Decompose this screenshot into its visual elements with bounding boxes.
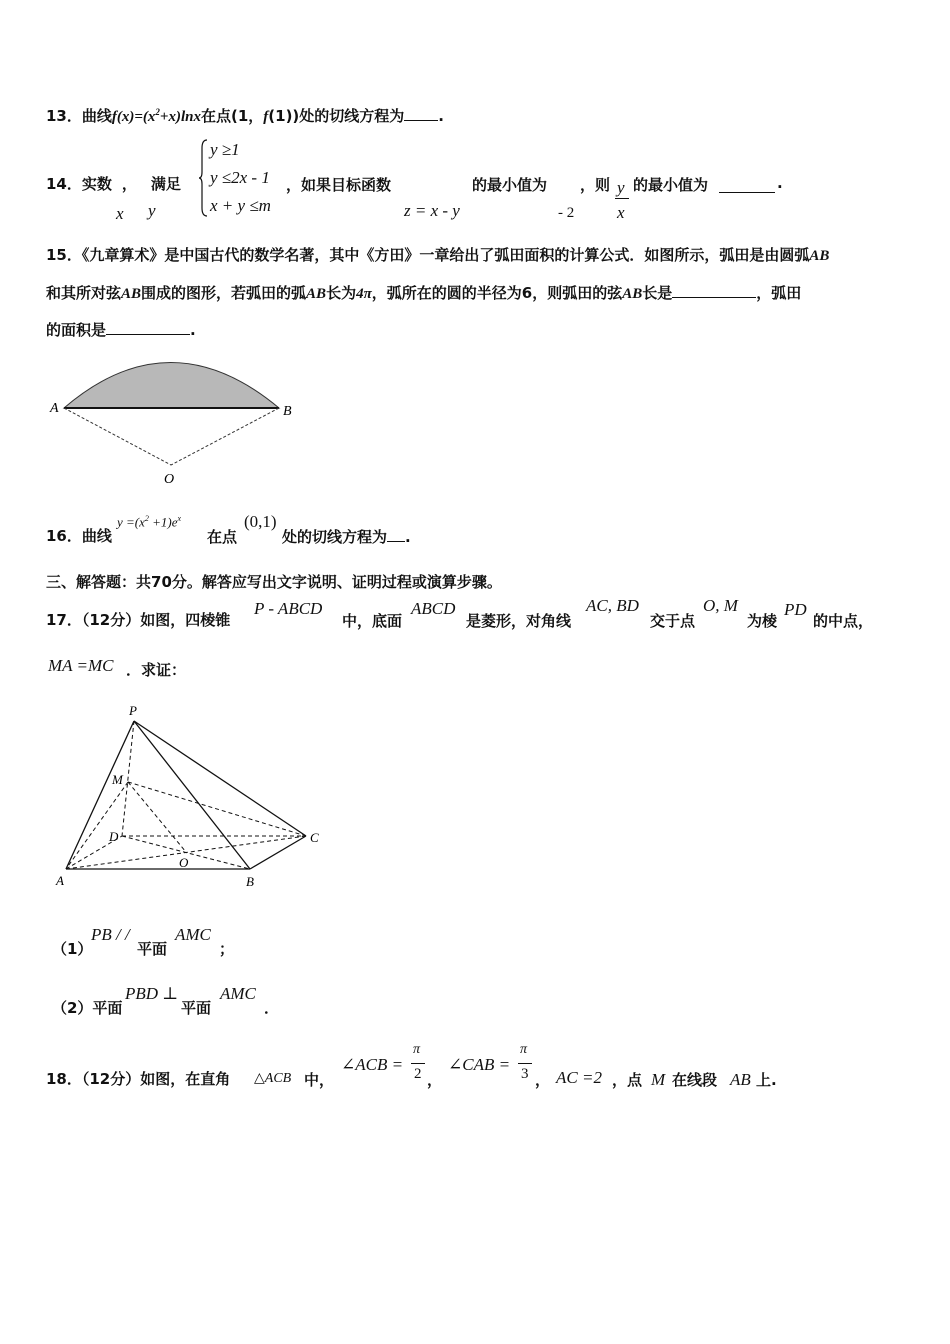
q18-t2: 中，: [304, 1071, 335, 1089]
q13-mid: 在点(1，: [200, 107, 264, 125]
q17-part1-label: （1）: [52, 940, 93, 958]
q18-pi2: π: [520, 1042, 528, 1057]
q16-end: .: [405, 528, 411, 546]
q15-chord-blank[interactable]: [672, 283, 756, 298]
q18-m: M: [651, 1070, 666, 1089]
q14-t3: ，如果目标函数: [286, 176, 392, 194]
q15-line3-text: 的面积是: [46, 321, 107, 339]
fig-label-o: O: [179, 855, 189, 870]
q14-cond2: y ≤2x - 1: [210, 168, 270, 187]
fig-label-d: D: [109, 829, 119, 844]
q13-post: (1))处的切线方程为: [268, 107, 405, 125]
q17-pyramid: P - ABCD: [254, 599, 323, 618]
q15-radius-ob: [171, 408, 279, 465]
q17-part2-end: ．: [264, 999, 280, 1017]
q17-part2-b: AMC: [220, 984, 256, 1003]
q15-line1: [46, 245, 829, 266]
q13-pre: 曲线: [81, 107, 112, 125]
q15-line2b: 围成的图形，若弧田的弧: [141, 284, 307, 302]
q18-angle2: ∠CAB =: [448, 1055, 511, 1074]
q13-fx2: +x)lnx: [159, 109, 201, 125]
q14-number: 14．: [46, 175, 82, 193]
fig-label-a: A: [56, 873, 64, 888]
q14-comma1: ，: [121, 175, 137, 193]
q16-point: (0,1): [244, 512, 277, 531]
q15-ab4: AB: [622, 286, 643, 302]
q17-t4: 为棱: [747, 612, 778, 630]
q18-t4: 在线段: [672, 1071, 718, 1089]
seg-mo: [128, 782, 186, 852]
q18-t3: ，点: [612, 1071, 643, 1089]
q14-t5: 的最小值为: [633, 176, 709, 194]
seg-ma: [66, 782, 128, 869]
q16-number: 16．: [46, 527, 82, 545]
q15-line2: [46, 283, 801, 304]
q17-t5: 的中点，: [813, 612, 874, 630]
q15-line1-text: 15．《九章算术》是中国古代的数学名著，其中《方田》一章给出了弧田面积的计算公式．如图所示，弧田是由圆弧: [46, 246, 810, 264]
q17-number: 17．: [46, 611, 82, 629]
q17-base: ABCD: [411, 599, 456, 618]
q17-part2-plane: 平面: [181, 999, 212, 1017]
q17-part2-label: （2）平面: [52, 999, 123, 1017]
q14-answer-blank[interactable]: [719, 178, 775, 193]
q16-formula: [117, 514, 181, 530]
q14-cond3: x + y ≤m: [210, 196, 271, 215]
q16-formula-a: y =(x: [117, 514, 145, 530]
q15-label-o: O: [164, 472, 175, 487]
q15-area-blank[interactable]: [106, 320, 190, 335]
q15-arc-segment: [64, 363, 279, 409]
fig-label-p: P: [129, 703, 137, 718]
q16-mid: 在点: [207, 528, 238, 546]
q18-frac2-bar: [518, 1063, 532, 1064]
q15-arclen: 4π: [356, 286, 372, 302]
q18-frac1-bar: [411, 1063, 425, 1064]
q16-formula-b: +1)e: [148, 514, 178, 530]
edge-bc: [250, 836, 306, 869]
q17-part1-plane: 平面: [137, 940, 168, 958]
q15-line2e: 长是: [642, 284, 673, 302]
q18-den2: 3: [521, 1066, 529, 1082]
q17-pyramid-figure: [50, 700, 340, 895]
q14-comma2: ，则: [580, 176, 611, 194]
q18-angle1: ∠ACB =: [341, 1055, 404, 1074]
q14-minval: - 2: [558, 205, 575, 221]
q13-f1: f: [263, 109, 269, 125]
q18-number: 18．: [46, 1070, 82, 1088]
q15-line2f: ，弧田: [756, 284, 802, 302]
edge-pd: [122, 721, 134, 836]
q15-radius-oa: [64, 408, 171, 465]
q15-label-b: B: [283, 404, 292, 419]
q14-frac-num: y: [617, 178, 625, 197]
q15-ab3: AB: [306, 286, 327, 302]
edge-pa: [66, 721, 134, 869]
q13-fx: f(x)=(x: [111, 109, 156, 125]
fig-label-b: B: [246, 874, 254, 889]
q17-part2-a: PBD ⊥: [125, 984, 179, 1003]
q15-end: .: [190, 321, 196, 339]
edge-pc: [134, 721, 306, 836]
q13-number: 13．: [46, 107, 82, 125]
q15-ab1: AB: [809, 248, 830, 264]
q14-t1: 实数: [81, 175, 112, 193]
q13-answer-blank[interactable]: [404, 106, 438, 121]
edge-pb: [134, 721, 250, 869]
q17-edge: PD: [784, 600, 807, 619]
q14-frac-den: x: [617, 203, 625, 222]
q18-ab: AB: [730, 1070, 751, 1089]
q15-line2c: 长为: [326, 284, 357, 302]
q13-end: .: [438, 107, 444, 125]
q16-formula-ex: x: [177, 514, 182, 523]
q15-label-a: A: [50, 401, 59, 416]
q18-pi1: π: [413, 1042, 421, 1057]
q18-ac: AC =2: [556, 1068, 602, 1087]
q16-answer-blank[interactable]: [387, 527, 405, 542]
section-3-heading: 三、解答题：共70分。解答应写出文字说明、证明过程或演算步骤。: [46, 573, 502, 591]
question-13: [46, 102, 444, 127]
q13-sq: 2: [155, 107, 160, 117]
q18-line-start: [46, 1069, 230, 1089]
q17-points: O, M: [703, 596, 738, 615]
q17-prove: ．求证：: [126, 661, 187, 679]
q16-post: 处的切线方程为: [282, 528, 388, 546]
q17-part1-end: ；: [219, 940, 235, 958]
q18-t1: （12分）如图，在直角: [81, 1070, 231, 1088]
q15-figure: [40, 345, 310, 490]
q18-den1: 2: [414, 1066, 422, 1082]
q18-t5: 上.: [756, 1071, 777, 1089]
q14-var-y: y: [148, 201, 156, 220]
q16-post-wrap: [282, 526, 411, 547]
fig-label-m: M: [112, 772, 123, 787]
q14-brace: [199, 138, 209, 218]
q15-line3: [46, 320, 196, 340]
q17-t1: 中，底面: [342, 612, 403, 630]
q14-t2: 满足: [150, 175, 181, 193]
q15-line2d: ，弧所在的圆的半径为6，则弧田的弦: [371, 284, 623, 302]
q16-line: [46, 526, 112, 546]
q15-ab2: AB: [121, 286, 142, 302]
q14-cond1: y ≥1: [210, 140, 240, 159]
q14-objective: z = x - y: [404, 201, 460, 220]
q15-line2a: 和其所对弦: [46, 284, 122, 302]
q17-t2: 是菱形，对角线: [466, 612, 572, 630]
q17-line-start: [46, 610, 230, 630]
q14-frac-bar: [615, 198, 629, 199]
q14-end: .: [777, 174, 783, 192]
q18-triangle: △ACB: [254, 1071, 292, 1086]
q17-diagonals: AC, BD: [586, 596, 639, 615]
q18-comma2: ，: [535, 1071, 551, 1089]
q17-part1-b: AMC: [175, 925, 211, 944]
q16-pre: 曲线: [81, 527, 112, 545]
q17-t3: 交于点: [650, 612, 696, 630]
q17-part1-a: PB / /: [91, 925, 130, 944]
q14-t4: 的最小值为: [472, 176, 548, 194]
q14-var-x: x: [116, 204, 124, 223]
q17-equation: MA =MC: [48, 656, 114, 675]
q16-formula-sq: 2: [144, 514, 149, 523]
q18-comma1: ，: [427, 1071, 443, 1089]
q17-score: （12分）如图，四棱锥: [81, 611, 231, 629]
fig-label-c: C: [310, 830, 319, 845]
q14-main-line: [46, 174, 181, 194]
